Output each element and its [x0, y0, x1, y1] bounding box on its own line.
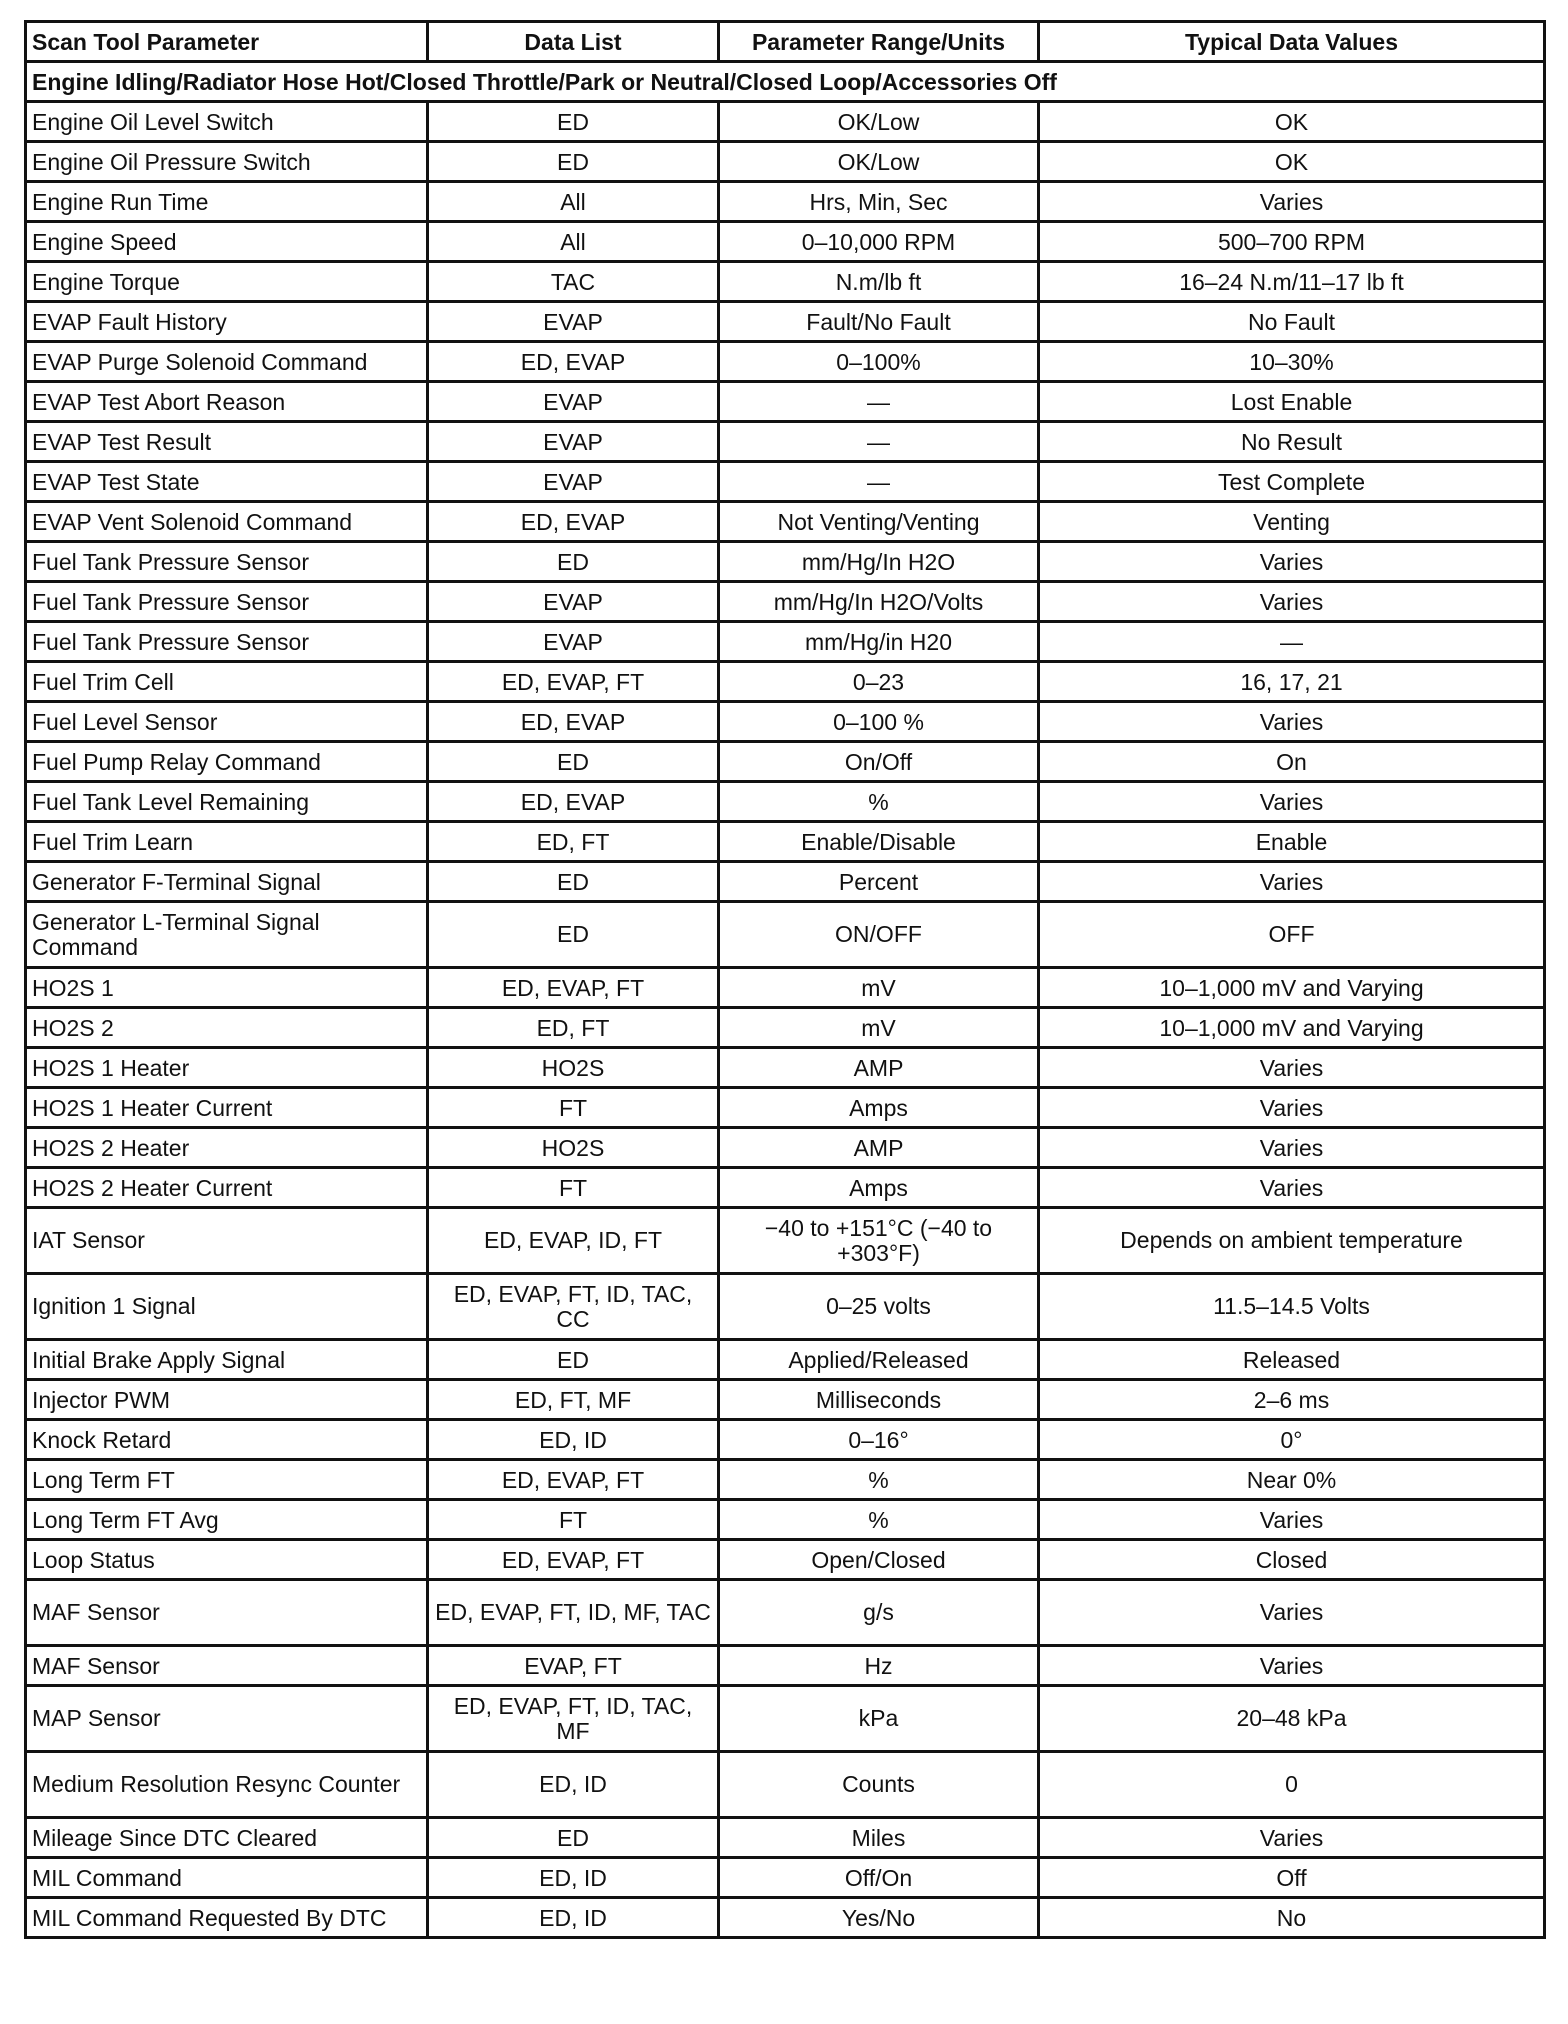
cell-typical-value: 0°: [1039, 1420, 1545, 1460]
cell-data-list: ED: [428, 542, 719, 582]
cell-range-units: Amps: [719, 1168, 1039, 1208]
table-row: [26, 702, 1545, 742]
cell-parameter: Engine Torque: [26, 262, 428, 302]
cell-range-units: 0–25 volts: [719, 1274, 1039, 1340]
scan-tool-data-table: [24, 20, 1546, 1939]
cell-typical-value: Varies: [1039, 1646, 1545, 1686]
cell-range-units: Not Venting/Venting: [719, 502, 1039, 542]
cell-range-units: Amps: [719, 1088, 1039, 1128]
cell-parameter: EVAP Vent Solenoid Command: [26, 502, 428, 542]
cell-parameter: EVAP Fault History: [26, 302, 428, 342]
cell-data-list: HO2S: [428, 1128, 719, 1168]
cell-data-list: ED, EVAP: [428, 502, 719, 542]
table-row: [26, 1380, 1545, 1420]
cell-parameter: HO2S 2 Heater: [26, 1128, 428, 1168]
cell-range-units: %: [719, 1460, 1039, 1500]
table-row: [26, 582, 1545, 622]
table-row: [26, 342, 1545, 382]
table-row: [26, 502, 1545, 542]
cell-typical-value: Varies: [1039, 862, 1545, 902]
cell-typical-value: No Result: [1039, 422, 1545, 462]
cell-parameter: Medium Resolution Resync Counter: [26, 1752, 428, 1818]
cell-parameter: Fuel Trim Learn: [26, 822, 428, 862]
cell-data-list: ED: [428, 862, 719, 902]
cell-typical-value: Varies: [1039, 1128, 1545, 1168]
cell-range-units: Percent: [719, 862, 1039, 902]
cell-data-list: ED, EVAP, ID, FT: [428, 1208, 719, 1274]
table-row: [26, 462, 1545, 502]
cell-range-units: mV: [719, 1008, 1039, 1048]
cell-typical-value: Varies: [1039, 1580, 1545, 1646]
cell-range-units: OK/Low: [719, 102, 1039, 142]
cell-data-list: ED: [428, 102, 719, 142]
cell-data-list: ED, EVAP, FT: [428, 1460, 719, 1500]
table-row: [26, 382, 1545, 422]
cell-data-list: ED, EVAP, FT, ID, TAC, MF: [428, 1686, 719, 1752]
cell-range-units: mm/Hg/In H2O: [719, 542, 1039, 582]
cell-typical-value: Near 0%: [1039, 1460, 1545, 1500]
cell-range-units: Miles: [719, 1818, 1039, 1858]
cell-range-units: %: [719, 1500, 1039, 1540]
cell-parameter: HO2S 1 Heater: [26, 1048, 428, 1088]
cell-data-list: FT: [428, 1168, 719, 1208]
table-row: [26, 1048, 1545, 1088]
cell-data-list: ED, ID: [428, 1898, 719, 1938]
table-row: [26, 302, 1545, 342]
cell-range-units: Open/Closed: [719, 1540, 1039, 1580]
cell-data-list: EVAP: [428, 422, 719, 462]
cell-parameter: Engine Run Time: [26, 182, 428, 222]
table-row: [26, 222, 1545, 262]
cell-parameter: Fuel Level Sensor: [26, 702, 428, 742]
cell-data-list: ED, EVAP, FT: [428, 662, 719, 702]
table-row: [26, 1898, 1545, 1938]
cell-typical-value: No Fault: [1039, 302, 1545, 342]
table-body: [26, 62, 1545, 1938]
cell-parameter: EVAP Test Abort Reason: [26, 382, 428, 422]
cell-data-list: ED, ID: [428, 1858, 719, 1898]
cell-typical-value: Varies: [1039, 1088, 1545, 1128]
cell-parameter: EVAP Test State: [26, 462, 428, 502]
cell-range-units: 0–16°: [719, 1420, 1039, 1460]
table-header: [26, 22, 1545, 62]
cell-range-units: Yes/No: [719, 1898, 1039, 1938]
cell-range-units: Milliseconds: [719, 1380, 1039, 1420]
cell-parameter: EVAP Purge Solenoid Command: [26, 342, 428, 382]
cell-data-list: ED, EVAP: [428, 782, 719, 822]
cell-data-list: ED, EVAP, FT: [428, 968, 719, 1008]
cell-typical-value: Varies: [1039, 1048, 1545, 1088]
cell-parameter: MIL Command Requested By DTC: [26, 1898, 428, 1938]
cell-range-units: mm/Hg/in H20: [719, 622, 1039, 662]
cell-range-units: —: [719, 422, 1039, 462]
cell-data-list: All: [428, 182, 719, 222]
header-parameter-range-units: Parameter Range/Units: [719, 22, 1039, 62]
cell-typical-value: Varies: [1039, 542, 1545, 582]
cell-parameter: Fuel Pump Relay Command: [26, 742, 428, 782]
cell-parameter: Fuel Tank Pressure Sensor: [26, 622, 428, 662]
cell-data-list: EVAP: [428, 302, 719, 342]
header-data-list: Data List: [428, 22, 719, 62]
cell-range-units: kPa: [719, 1686, 1039, 1752]
cell-data-list: ED, FT: [428, 1008, 719, 1048]
table-row: [26, 1752, 1545, 1818]
cell-parameter: HO2S 2: [26, 1008, 428, 1048]
cell-data-list: ED, FT, MF: [428, 1380, 719, 1420]
cell-range-units: Hz: [719, 1646, 1039, 1686]
cell-range-units: On/Off: [719, 742, 1039, 782]
table-row: [26, 902, 1545, 968]
cell-typical-value: OK: [1039, 102, 1545, 142]
table-row: [26, 1858, 1545, 1898]
table-row: [26, 1540, 1545, 1580]
cell-data-list: ED, EVAP, FT, ID, TAC, CC: [428, 1274, 719, 1340]
cell-data-list: ED, EVAP: [428, 702, 719, 742]
cell-range-units: Applied/Released: [719, 1340, 1039, 1380]
table-row: [26, 182, 1545, 222]
scan-tool-data-table-page: [24, 20, 1543, 1939]
cell-typical-value: 16–24 N.m/11–17 lb ft: [1039, 262, 1545, 302]
cell-typical-value: 11.5–14.5 Volts: [1039, 1274, 1545, 1340]
cell-typical-value: 16, 17, 21: [1039, 662, 1545, 702]
cell-data-list: EVAP: [428, 462, 719, 502]
cell-typical-value: 10–1,000 mV and Varying: [1039, 1008, 1545, 1048]
cell-typical-value: Test Complete: [1039, 462, 1545, 502]
header-row: [26, 22, 1545, 62]
table-row: [26, 1088, 1545, 1128]
condition-row: [26, 62, 1545, 102]
cell-typical-value: 10–30%: [1039, 342, 1545, 382]
table-row: [26, 1168, 1545, 1208]
cell-data-list: ED, EVAP: [428, 342, 719, 382]
cell-parameter: Fuel Tank Level Remaining: [26, 782, 428, 822]
cell-range-units: Counts: [719, 1752, 1039, 1818]
table-row: [26, 102, 1545, 142]
cell-typical-value: 2–6 ms: [1039, 1380, 1545, 1420]
cell-typical-value: Enable: [1039, 822, 1545, 862]
cell-typical-value: 500–700 RPM: [1039, 222, 1545, 262]
table-row: [26, 1646, 1545, 1686]
cell-range-units: 0–100%: [719, 342, 1039, 382]
cell-typical-value: Lost Enable: [1039, 382, 1545, 422]
cell-range-units: mm/Hg/In H2O/Volts: [719, 582, 1039, 622]
cell-range-units: 0–23: [719, 662, 1039, 702]
cell-parameter: HO2S 2 Heater Current: [26, 1168, 428, 1208]
cell-parameter: Ignition 1 Signal: [26, 1274, 428, 1340]
cell-parameter: HO2S 1 Heater Current: [26, 1088, 428, 1128]
cell-data-list: ED: [428, 142, 719, 182]
cell-parameter: Loop Status: [26, 1540, 428, 1580]
cell-range-units: Off/On: [719, 1858, 1039, 1898]
cell-data-list: ED, ID: [428, 1752, 719, 1818]
cell-typical-value: 10–1,000 mV and Varying: [1039, 968, 1545, 1008]
cell-parameter: Long Term FT Avg: [26, 1500, 428, 1540]
table-row: [26, 1128, 1545, 1168]
table-row: [26, 862, 1545, 902]
cell-typical-value: Varies: [1039, 1168, 1545, 1208]
operating-condition: Engine Idling/Radiator Hose Hot/Closed Throttle/Park or Neutral/Closed Loop/Accessories Off: [26, 62, 1545, 102]
cell-range-units: −40 to +151°C (−40 to +303°F): [719, 1208, 1039, 1274]
cell-parameter: Fuel Trim Cell: [26, 662, 428, 702]
cell-parameter: HO2S 1: [26, 968, 428, 1008]
cell-parameter: MAP Sensor: [26, 1686, 428, 1752]
cell-typical-value: Released: [1039, 1340, 1545, 1380]
cell-parameter: Engine Speed: [26, 222, 428, 262]
table-row: [26, 142, 1545, 182]
table-row: [26, 742, 1545, 782]
cell-typical-value: Varies: [1039, 182, 1545, 222]
cell-data-list: ED: [428, 902, 719, 968]
table-row: [26, 542, 1545, 582]
cell-data-list: ED: [428, 742, 719, 782]
cell-range-units: Fault/No Fault: [719, 302, 1039, 342]
cell-data-list: FT: [428, 1088, 719, 1128]
cell-range-units: 0–10,000 RPM: [719, 222, 1039, 262]
cell-range-units: —: [719, 462, 1039, 502]
header-scan-tool-parameter: Scan Tool Parameter: [26, 22, 428, 62]
cell-parameter: Long Term FT: [26, 1460, 428, 1500]
cell-data-list: ED, ID: [428, 1420, 719, 1460]
cell-typical-value: 0: [1039, 1752, 1545, 1818]
cell-range-units: Hrs, Min, Sec: [719, 182, 1039, 222]
table-row: [26, 1818, 1545, 1858]
cell-typical-value: OFF: [1039, 902, 1545, 968]
cell-data-list: EVAP: [428, 582, 719, 622]
table-row: [26, 1008, 1545, 1048]
table-row: [26, 1420, 1545, 1460]
table-row: [26, 1580, 1545, 1646]
table-row: [26, 1208, 1545, 1274]
table-row: [26, 782, 1545, 822]
table-row: [26, 968, 1545, 1008]
table-row: [26, 1340, 1545, 1380]
cell-parameter: Engine Oil Level Switch: [26, 102, 428, 142]
cell-data-list: TAC: [428, 262, 719, 302]
cell-typical-value: Closed: [1039, 1540, 1545, 1580]
table-row: [26, 422, 1545, 462]
cell-parameter: MAF Sensor: [26, 1646, 428, 1686]
cell-range-units: AMP: [719, 1128, 1039, 1168]
cell-typical-value: Varies: [1039, 782, 1545, 822]
cell-range-units: Enable/Disable: [719, 822, 1039, 862]
cell-typical-value: Varies: [1039, 1818, 1545, 1858]
cell-parameter: IAT Sensor: [26, 1208, 428, 1274]
cell-range-units: 0–100 %: [719, 702, 1039, 742]
table-row: [26, 1686, 1545, 1752]
cell-parameter: Generator L-Terminal Signal Command: [26, 902, 428, 968]
cell-parameter: Mileage Since DTC Cleared: [26, 1818, 428, 1858]
cell-data-list: ED, EVAP, FT, ID, MF, TAC: [428, 1580, 719, 1646]
cell-data-list: ED, EVAP, FT: [428, 1540, 719, 1580]
cell-range-units: %: [719, 782, 1039, 822]
cell-typical-value: OK: [1039, 142, 1545, 182]
cell-typical-value: —: [1039, 622, 1545, 662]
table-row: [26, 662, 1545, 702]
cell-range-units: OK/Low: [719, 142, 1039, 182]
cell-range-units: ON/OFF: [719, 902, 1039, 968]
cell-typical-value: Varies: [1039, 1500, 1545, 1540]
cell-range-units: g/s: [719, 1580, 1039, 1646]
cell-data-list: EVAP: [428, 622, 719, 662]
table-row: [26, 622, 1545, 662]
table-row: [26, 1460, 1545, 1500]
cell-data-list: All: [428, 222, 719, 262]
cell-typical-value: 20–48 kPa: [1039, 1686, 1545, 1752]
cell-typical-value: No: [1039, 1898, 1545, 1938]
cell-parameter: Engine Oil Pressure Switch: [26, 142, 428, 182]
cell-parameter: MIL Command: [26, 1858, 428, 1898]
cell-parameter: Fuel Tank Pressure Sensor: [26, 582, 428, 622]
cell-range-units: N.m/lb ft: [719, 262, 1039, 302]
cell-parameter: Generator F-Terminal Signal: [26, 862, 428, 902]
cell-data-list: EVAP: [428, 382, 719, 422]
cell-data-list: EVAP, FT: [428, 1646, 719, 1686]
cell-data-list: ED, FT: [428, 822, 719, 862]
cell-parameter: EVAP Test Result: [26, 422, 428, 462]
cell-range-units: —: [719, 382, 1039, 422]
table-row: [26, 1274, 1545, 1340]
cell-data-list: ED: [428, 1340, 719, 1380]
cell-range-units: mV: [719, 968, 1039, 1008]
cell-data-list: HO2S: [428, 1048, 719, 1088]
table-row: [26, 1500, 1545, 1540]
cell-parameter: Knock Retard: [26, 1420, 428, 1460]
cell-data-list: FT: [428, 1500, 719, 1540]
cell-parameter: Fuel Tank Pressure Sensor: [26, 542, 428, 582]
cell-range-units: AMP: [719, 1048, 1039, 1088]
cell-parameter: MAF Sensor: [26, 1580, 428, 1646]
cell-parameter: Initial Brake Apply Signal: [26, 1340, 428, 1380]
cell-data-list: ED: [428, 1818, 719, 1858]
cell-typical-value: Depends on ambient temperature: [1039, 1208, 1545, 1274]
cell-typical-value: On: [1039, 742, 1545, 782]
cell-typical-value: Varies: [1039, 582, 1545, 622]
table-row: [26, 262, 1545, 302]
cell-typical-value: Off: [1039, 1858, 1545, 1898]
table-row: [26, 822, 1545, 862]
cell-parameter: Injector PWM: [26, 1380, 428, 1420]
header-typical-data-values: Typical Data Values: [1039, 22, 1545, 62]
cell-typical-value: Venting: [1039, 502, 1545, 542]
cell-typical-value: Varies: [1039, 702, 1545, 742]
